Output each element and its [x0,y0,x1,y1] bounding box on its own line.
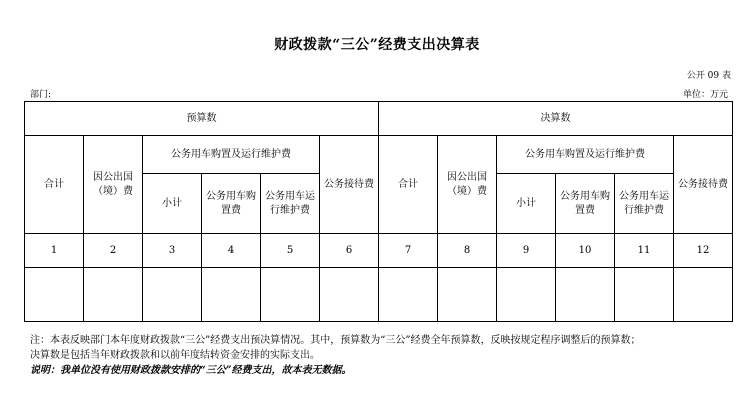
budget-abroad-header: 因公出国（境）费 [84,136,143,234]
index-row [25,234,733,268]
budget-total-header: 合计 [25,136,84,234]
final-total-header: 合计 [379,136,438,234]
final-vehicle-operation-header: 公务用车运行维护费 [615,174,674,234]
data-cell [674,268,733,322]
index-cell: 8 [438,234,497,268]
three-public-expense-table [24,101,733,322]
department-label: 部门: [30,90,52,100]
index-cell: 10 [556,234,615,268]
data-row [25,268,733,322]
final-vehicle-purchase-header: 公务用车购置费 [556,174,615,234]
budget-header: 预算数 [25,102,379,136]
index-cell: 1 [25,234,84,268]
explanation-note: 说明：我单位没有使用财政拨款安排的“三公”经费支出，故本表无数据。 [30,365,352,376]
final-abroad-header: 因公出国（境）费 [438,136,497,234]
index-cell: 5 [261,234,320,268]
note-line-1: 注：本表反映部门本年度财政拨款“三公”经费支出预决算情况。其中，预算数为“三公”经费全年预算数，反映按规定程序调整后的预算数； [30,335,641,346]
page-title: 财政拨款“三公”经费支出决算表 [274,37,480,53]
final-vehicle-group-header: 公务用车购置及运行维护费 [497,136,674,174]
data-cell [556,268,615,322]
data-cell [143,268,202,322]
data-cell [261,268,320,322]
index-cell: 9 [497,234,556,268]
index-cell: 2 [84,234,143,268]
budget-vehicle-group-header: 公务用车购置及运行维护费 [143,136,320,174]
budget-reception-header: 公务接待费 [320,136,379,234]
data-cell [615,268,674,322]
data-cell [84,268,143,322]
note-line-2: 决算数是包括当年财政拨款和以前年度结转资金安排的实际支出。 [30,350,320,361]
data-cell [320,268,379,322]
index-cell: 12 [674,234,733,268]
unit-label: 单位：万元 [682,90,728,100]
data-cell [497,268,556,322]
final-subtotal-header: 小计 [497,174,556,234]
index-cell: 7 [379,234,438,268]
budget-vehicle-purchase-header: 公务用车购置费 [202,174,261,234]
index-cell: 4 [202,234,261,268]
final-reception-header: 公务接待费 [674,136,733,234]
index-cell: 6 [320,234,379,268]
data-cell [25,268,84,322]
budget-vehicle-operation-header: 公务用车运行维护费 [261,174,320,234]
form-code: 公开 09 表 [686,71,731,81]
index-cell: 3 [143,234,202,268]
index-cell: 11 [615,234,674,268]
final-header: 决算数 [379,102,733,136]
data-cell [379,268,438,322]
data-cell [202,268,261,322]
budget-subtotal-header: 小计 [143,174,202,234]
data-cell [438,268,497,322]
